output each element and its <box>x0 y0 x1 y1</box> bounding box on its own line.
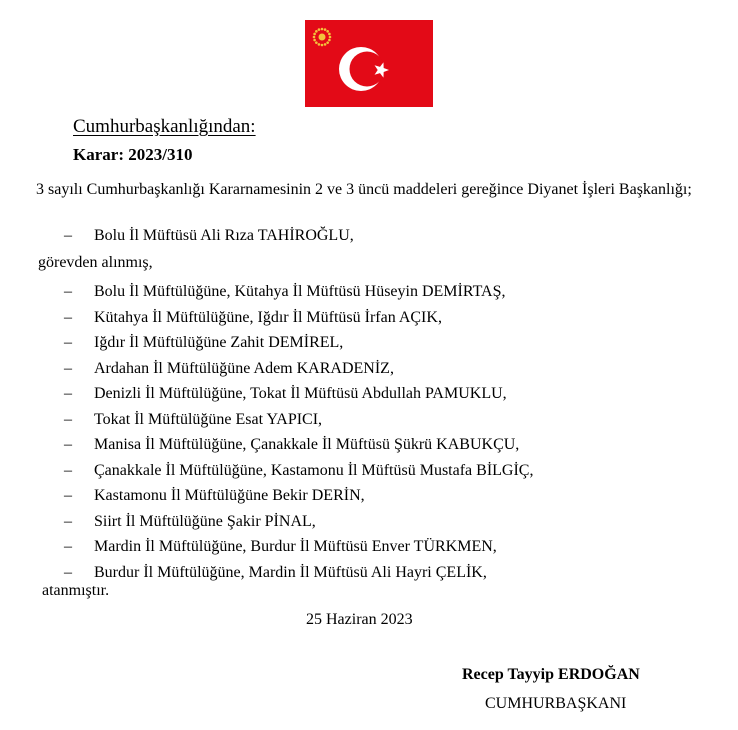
issuer-heading: Cumhurbaşkanlığından: <box>73 116 256 137</box>
list-item <box>64 513 533 539</box>
list-item <box>64 360 533 386</box>
appointment-list <box>64 283 533 589</box>
sun-ray-star <box>329 36 332 39</box>
list-item <box>64 538 533 564</box>
sun-ray-star <box>324 28 327 31</box>
list-item <box>64 564 533 590</box>
removed-entry <box>64 227 354 245</box>
decision-number: Karar: 2023/310 <box>73 145 193 164</box>
presidential-flag <box>305 20 433 107</box>
appointment-text: Tokat İl Müftülüğüne Esat YAPICI, <box>94 410 323 428</box>
appointment-text: Bolu İl Müftülüğüne, Kütahya İl Müftüsü Hüseyin DEMİRTAŞ, <box>94 283 506 300</box>
appointment-text: Ardahan İl Müftülüğüne Adem KARADENİZ, <box>94 359 394 377</box>
sun-ray-star <box>313 39 316 42</box>
list-dash: – <box>64 487 72 504</box>
intro-paragraph: 3 sayılı Cumhurbaşkanlığı Kararnamesinin 2 ve 3 üncü maddeleri gereğince Diyanet İşleri Başkanlığı; <box>36 181 692 198</box>
appointment-text: Mardin İl Müftülüğüne, Burdur İl Müftüsü Enver TÜRKMEN, <box>94 538 497 555</box>
document-date: 25 Haziran 2023 <box>306 611 413 628</box>
appointment-text: Kütahya İl Müftülüğüne, Iğdır İl Müftüsü İrfan AÇIK, <box>94 308 442 326</box>
removed-entry-text: Bolu İl Müftüsü Ali Rıza TAHİROĞLU, <box>94 227 354 244</box>
list-item <box>64 462 533 488</box>
list-dash: – <box>64 227 72 244</box>
removed-note: görevden alınmış, <box>38 254 153 271</box>
sun-ray-star <box>326 30 329 33</box>
sun-ray-star <box>328 33 331 36</box>
list-item <box>64 487 533 513</box>
list-item <box>64 385 533 411</box>
list-dash: – <box>64 334 72 351</box>
sun-ray-star <box>321 28 324 31</box>
sun-ray-star <box>321 44 324 47</box>
list-item <box>64 309 533 335</box>
list-dash: – <box>64 461 72 479</box>
appointment-text: Iğdır İl Müftülüğüne Zahit DEMİREL, <box>94 334 344 351</box>
list-dash: – <box>64 436 72 453</box>
appointment-text: Manisa İl Müftülüğüne, Çanakkale İl Müftüsü Şükrü KABUKÇU, <box>94 436 520 453</box>
appointment-text: Burdur İl Müftülüğüne, Mardin İl Müftüsü Ali Hayri ÇELİK, <box>94 563 487 581</box>
sun-ray-star <box>318 43 321 46</box>
flag-icon <box>305 20 433 107</box>
appointment-text: Kastamonu İl Müftülüğüne Bekir DERİN, <box>94 487 365 504</box>
appointed-note: atanmıştır. <box>42 582 110 599</box>
sun-ray-star <box>315 41 318 44</box>
appointment-text: Denizli İl Müftülüğüne, Tokat İl Müftüsü Abdullah PAMUKLU, <box>94 385 507 402</box>
appointment-text: Siirt İl Müftülüğüne Şakir PİNAL, <box>94 512 316 530</box>
list-item <box>64 436 533 462</box>
list-item <box>64 411 533 437</box>
sun-ray-star <box>313 36 316 39</box>
sun-ray-star <box>318 28 321 31</box>
sun-ray-star <box>313 33 316 36</box>
sun-ray-star <box>328 39 331 42</box>
list-dash: – <box>64 308 72 326</box>
sun-ray-star <box>324 43 327 46</box>
sun-ray-star <box>315 30 318 33</box>
signer-name: Recep Tayyip ERDOĞAN <box>462 666 640 683</box>
signer-title: CUMHURBAŞKANI <box>485 695 627 712</box>
list-dash: – <box>64 512 72 530</box>
list-dash: – <box>64 283 72 300</box>
list-dash: – <box>64 563 72 581</box>
list-dash: – <box>64 385 72 402</box>
list-dash: – <box>64 359 72 377</box>
list-dash: – <box>64 410 72 428</box>
appointment-text: Çanakkale İl Müftülüğüne, Kastamonu İl Müftüsü Mustafa BİLGİÇ, <box>94 461 534 479</box>
sun-core <box>319 34 326 41</box>
list-dash: – <box>64 538 72 555</box>
sun-ray-star <box>326 41 329 44</box>
list-item <box>64 334 533 360</box>
list-item <box>64 283 533 309</box>
